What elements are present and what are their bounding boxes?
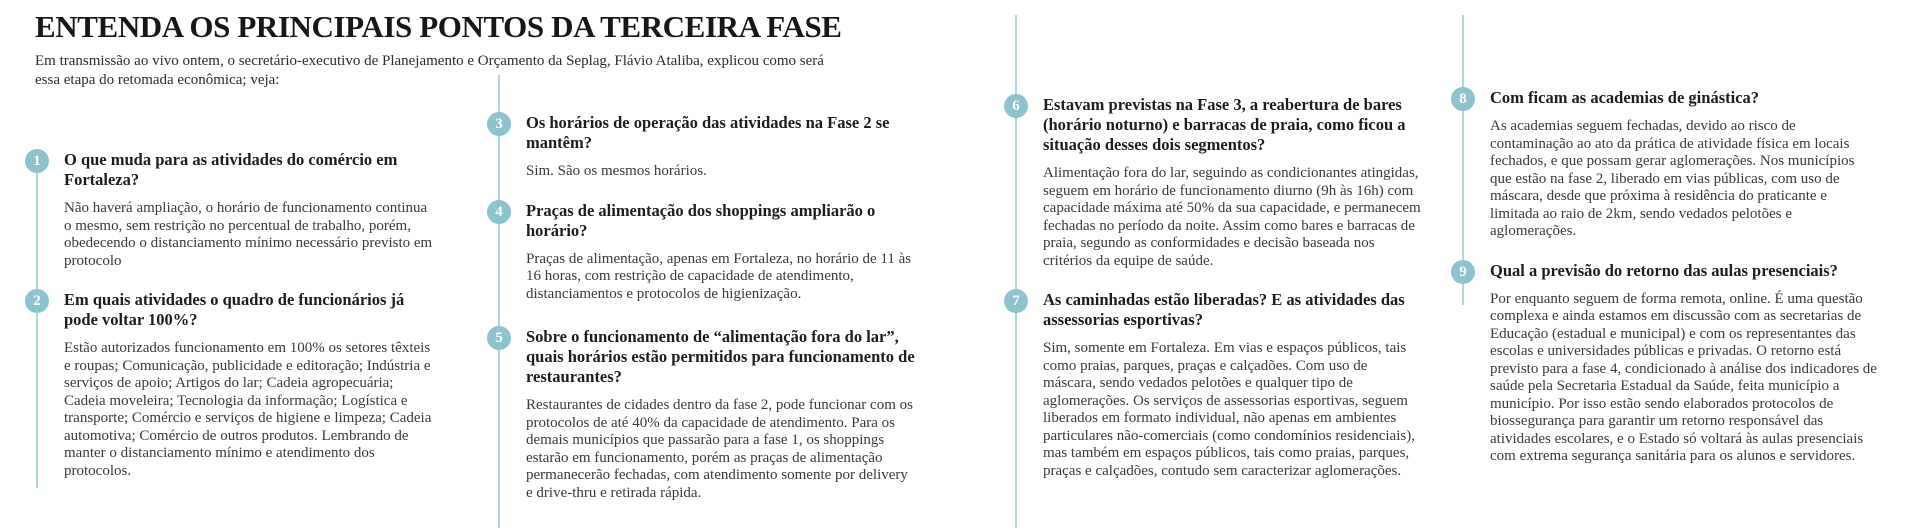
- number-badge-6: 6: [1004, 94, 1028, 118]
- question-8: Com ficam as academias de ginástica?: [1490, 88, 1760, 107]
- column-1-timeline: [36, 156, 38, 488]
- header: [35, 10, 855, 90]
- answer-8: As academias seguem fechadas, devido ao risco de contaminação ao ato da prática de atividade física em locais fechados, e que possam gerar aglomerações. Nos municípios que estão na fase 2, liberado em vias públicas, com uso de máscara, desde que próxima à residência do praticante e limitada ao raio de 2km, sendo vedados pelotões e aglomerações.: [1490, 118, 1855, 239]
- number-badge-7: 7: [1004, 289, 1028, 313]
- column-4: [1459, 88, 1878, 486]
- answer-1: Não haverá ampliação, o horário de funcionamento continua o mesmo, sem restrição no percentual de trabalho, porém, obedecendo o distanciamento mínimo necessário previsto em protocolo: [64, 200, 433, 269]
- number-badge-9: 9: [1451, 260, 1475, 284]
- number-badge-2: 2: [25, 289, 49, 313]
- question-4: Praças de alimentação dos shoppings ampliarão o horário?: [526, 200, 876, 240]
- answer-2: Estão autorizados funcionamento em 100% os setores têxteis e roupas; Comunicação, publicidade e editoração; Indústria e serviços de apoio; Artigos do lar; Cadeia agropecuária; Cadeia moveleira; Tecnologia da informação; Logística e transporte; Comércio e serviços de higiene e limpeza; Cadeia automotiva; Comércio de outros produtos. Lembrando de manter o distanciamento mínimo e atendimento dos protocolos.: [64, 340, 432, 479]
- question-1: O que muda para as atividades do comércio em Fortaleza?: [64, 150, 398, 189]
- column-3-timeline: [1015, 15, 1017, 528]
- qa-item-5: [495, 327, 918, 502]
- answer-9: Por enquanto seguem de forma remota, online. É uma questão complexa e ainda estamos em discussão com as secretarias de Educação (estadual e municipal) e com os representantes das escolas e universidades públicas e privadas. O retorno está previsto para a fase 4, condicionado à análise dos indicadores de saúde pela Secretaria Estadual da Saúde, feita município a município. Por isso estão sendo elaborados protocolos de biossegurança para garantir um retorno responsável das atividades escolares, e o Estado só voltará às aulas presenciais com extrema segurança sanitária para os alunos e servidores.: [1490, 290, 1877, 464]
- qa-item-2: [33, 290, 436, 480]
- page-title: ENTENDA OS PRINCIPAIS PONTOS DA TERCEIRA FASE: [35, 9, 842, 44]
- question-3: Os horários de operação das atividades na Fase 2 se mantêm?: [526, 113, 890, 152]
- number-badge-3: 3: [487, 112, 511, 136]
- answer-7: Sim, somente em Fortaleza. Em vias e espaços públicos, tais como praias, parques, praças e calçadões. Com uso de máscara, sendo vedados pelotões e qualquer tipo de aglomerações. Os serviços de assessorias esportivas, seguem liberados em formato individual, não apenas em ambientes particulares não-comerciais (como condomínios residenciais), mas também em espaços públicos, tais como praias, parques, praças e calçadões, contudo sem caracterizar aglomerações.: [1043, 340, 1415, 479]
- question-7: As caminhadas estão liberadas? E as atividades das assessorias esportivas?: [1043, 290, 1405, 329]
- qa-item-4: [495, 200, 918, 304]
- number-badge-8: 8: [1451, 87, 1475, 111]
- column-1: [33, 150, 436, 500]
- column-2: [495, 113, 918, 522]
- answer-3: Sim. São os mesmos horários.: [526, 163, 707, 179]
- number-badge-1: 1: [25, 149, 49, 173]
- question-6: Estavam previstas na Fase 3, a reabertura de bares (horário noturno) e barracas de praia, como ficou a situação desses dois segmentos?: [1043, 95, 1406, 154]
- question-5: Sobre o funcionamento de “alimentação fora do lar”, quais horários estão permitidos para funcionamento de restaurantes?: [526, 327, 915, 386]
- subtitle-line-1: Em transmissão ao vivo ontem, o secretário-executivo de Planejamento e Orçamento da Seplag, Flávio Ataliba, explicou como será: [35, 53, 824, 69]
- answer-6: Alimentação fora do lar, seguindo as condicionantes atingidas, seguem em horário de funcionamento diurno (9h às 16h) com capacidade máxima até 50% da sua capacidade, e permanecem fechadas no período da noite. Assim como bares e barracas de praia, segundo as conformidades e decisão baseada nos critérios da equipe de saúde.: [1043, 165, 1421, 269]
- number-badge-4: 4: [487, 200, 511, 224]
- column-3: [1012, 95, 1423, 500]
- qa-item-6: [1012, 95, 1423, 270]
- answer-5: Restaurantes de cidades dentro da fase 2, pode funcionar com os protocolos de até 40% da capacidade de atendimento. Para os demais municípios que passarão para a fase 1, os shoppings estarão em funcionamento, porém as praças de alimentação permanecerão fechadas, com atendimento somente por delivery e drive-thru e retirada rápida.: [526, 397, 913, 501]
- qa-item-9: [1459, 260, 1878, 466]
- answer-4: Praças de alimentação, apenas em Fortaleza, no horário de 11 às 16 horas, com restrição de capacidade de atendimento, distanciamentos e protocolos de higienização.: [526, 250, 912, 302]
- qa-item-8: [1459, 88, 1878, 241]
- question-9: Qual a previsão do retorno das aulas presenciais?: [1490, 260, 1838, 280]
- subtitle-line-2: essa etapa do retomada econômica; veja:: [35, 72, 280, 88]
- qa-item-3: [495, 113, 918, 181]
- column-2-timeline: [498, 75, 500, 528]
- number-badge-5: 5: [487, 326, 511, 350]
- qa-item-7: [1012, 290, 1423, 480]
- question-2: Em quais atividades o quadro de funcionários já pode voltar 100%?: [64, 290, 405, 329]
- page-subtitle: [35, 52, 855, 90]
- qa-item-1: [33, 150, 436, 270]
